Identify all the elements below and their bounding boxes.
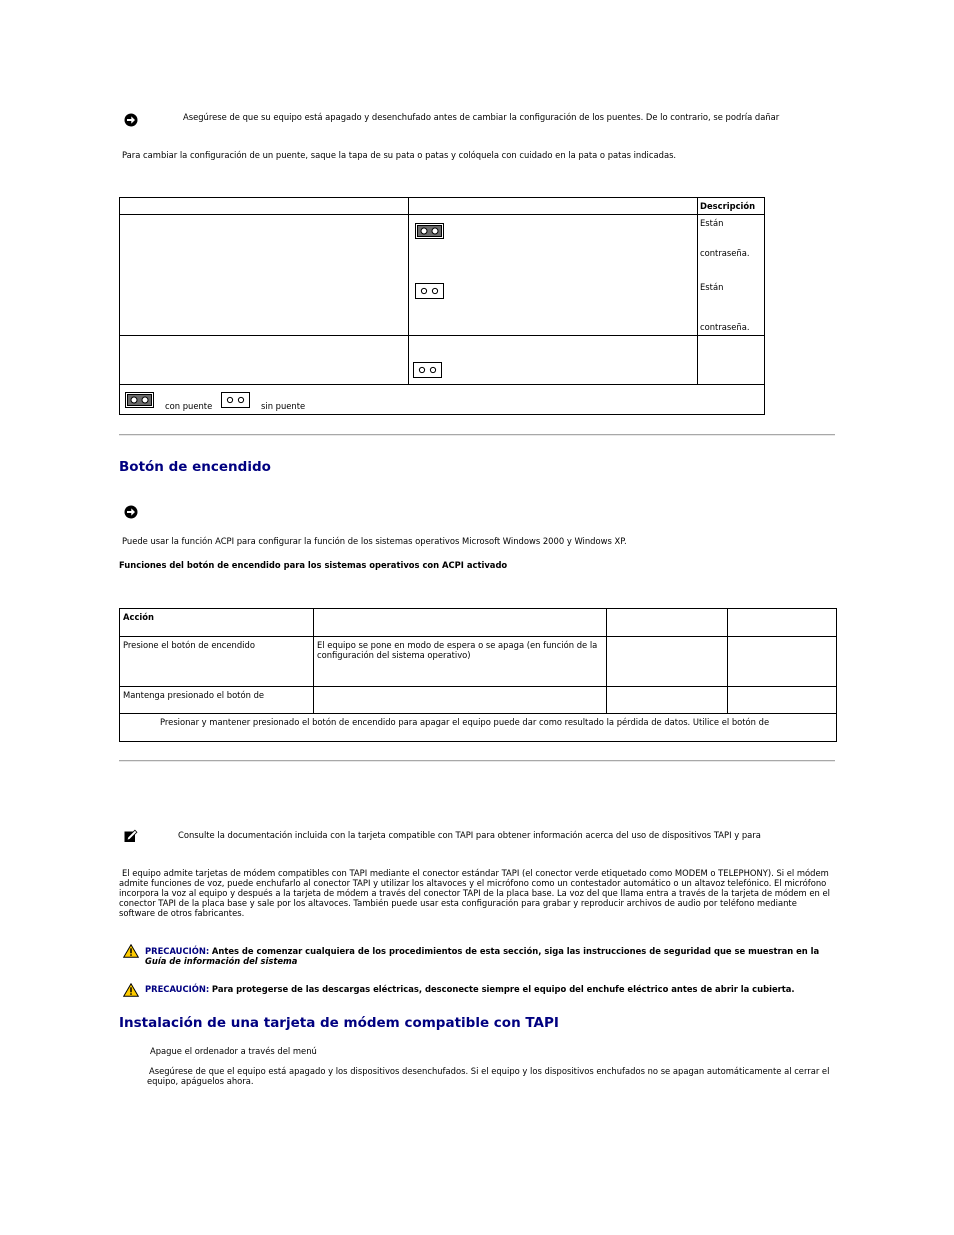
action-cell [120,637,314,687]
setting-cell [409,215,698,336]
power-button-heading: Botón de encendido [119,459,271,475]
tapi-note-text: Consulte la documentación incluida con la tarjeta compatible con TAPI para obtener información acerca del uso de dispositivos TAPI y para [178,830,761,840]
caution-text: Antes de comenzar cualquiera de los procedimientos de esta sección, siga las instrucciones de seguridad que se muestran en la [211,946,820,956]
warning-cell [120,714,837,742]
tapi-paragraph: El equipo admite tarjetas de módem compatibles con TAPI mediante el conector estándar TAPI (el conector verde etiquetado como MODEM o TELEPHONY). Si el módem admite funciones de voz, puede enchufarlo al conector TAPI y utilizar los altavoces y el micrófono como un contestador automático o un altavoz telefónico. El micrófono incorpora la voz al equipo y después a la tarjeta de módem a través del conector TAPI de la placa base. La voz del que llama entra a través de la tarjeta de módem en el conector TAPI de la placa base y sale por los altavoces. También puede usar esta configuración para grabar y reproducir archivos de audio por teléfono mediante software de otros fabricantes. [119,868,830,918]
description-line: contraseña. [700,248,750,258]
table-row [120,336,765,385]
power-table-header-row [120,609,837,637]
table-cell [728,637,837,687]
warning-text: Presionar y mantener presionado el botón de encendido para apagar el equipo puede dar como resultado la pérdida de datos. Utilice el botón de [160,717,770,727]
setting-cell [409,336,698,385]
header-cell [728,609,837,637]
description-line: Están [700,218,724,228]
unjumpered-icon [221,392,250,408]
install-step-1: Apague el ordenador a través del menú [150,1046,317,1056]
table-row [120,215,765,336]
action-cell [120,687,314,714]
action-text: Mantenga presionado el botón de [123,690,265,700]
jumpered-icon [125,392,154,408]
header-cell [314,609,607,637]
legend-jumpered-label: con puente [165,401,213,411]
table-row [120,637,837,687]
install-step-1-note: Asegúrese de que el equipo está apagado y los dispositivos desenchufados. Si el equipo y los dispositivos enchufados no se apagan automáticamente al cerrar el equipo, apáguelos ahora. [147,1066,830,1086]
power-table-warning-row [120,714,837,742]
result-text: El equipo se pone en modo de espera o se apaga (en función de la configuración del sistema operativo) [317,640,598,660]
table-cell [728,687,837,714]
unjumpered-icon [413,362,442,378]
install-modem-heading: Instalación de una tarjeta de módem compatible con TAPI [119,1015,559,1031]
caution-label: PRECAUCIÓN: [145,946,210,956]
description-line: Están [700,282,724,292]
legend-unjumpered-label: sin puente [261,401,306,411]
caution-icon [123,944,139,958]
result-cell [314,637,607,687]
section-divider [119,760,835,762]
notice-jumper-text: Asegúrese de que su equipo está apagado y desenchufado antes de cambiar la configuración de los puentes. De lo contrario, se podría dañar [183,112,780,122]
caution-text: Para protegerse de las descargas eléctricas, desconecte siempre el equipo del enchufe eléctrico antes de abrir la cubierta. [211,984,795,994]
note-pencil-icon [124,829,138,843]
jumper-intro-text: Para cambiar la configuración de un puente, saque la tapa de su pata o patas y colóquela con cuidado en la pata o patas indicadas. [122,150,677,160]
jumper-cell [120,336,409,385]
description-cell [698,336,765,385]
jumper-legend-row [120,385,765,415]
table-row [120,687,837,714]
section-divider [119,434,835,436]
notice-icon [124,113,138,127]
header-cell-description [698,198,765,215]
legend-cell [120,385,765,415]
table-cell [607,687,728,714]
caution-guide-title: Guía de información del sistema [145,956,298,966]
unjumpered-icon [415,283,444,299]
table-cell [607,637,728,687]
jumper-settings-table [119,197,765,415]
header-cell-jumper [120,198,409,215]
notice-icon [124,505,138,519]
power-table-title: Funciones del botón de encendido para los sistemas operativos con ACPI activado [119,560,508,570]
jumpered-icon [415,223,444,239]
power-button-intro: Puede usar la función ACPI para configurar la función de los sistemas operativos Microsoft Windows 2000 y Windows XP. [122,536,627,546]
header-cell [607,609,728,637]
action-header: Acción [123,612,154,622]
action-text: Presione el botón de encendido [123,640,255,650]
caution-safety-instructions [145,946,835,966]
caution-icon [123,983,139,997]
header-cell-setting [409,198,698,215]
description-cell [698,215,765,336]
description-header: Descripción [700,201,756,211]
caution-label: PRECAUCIÓN: [145,984,210,994]
jumper-cell [120,215,409,336]
description-line: contraseña. [700,322,750,332]
caution-electric-shock [145,984,835,994]
result-cell [314,687,607,714]
power-button-table [119,608,837,742]
jumper-table-header-row [120,198,765,215]
header-cell-action [120,609,314,637]
